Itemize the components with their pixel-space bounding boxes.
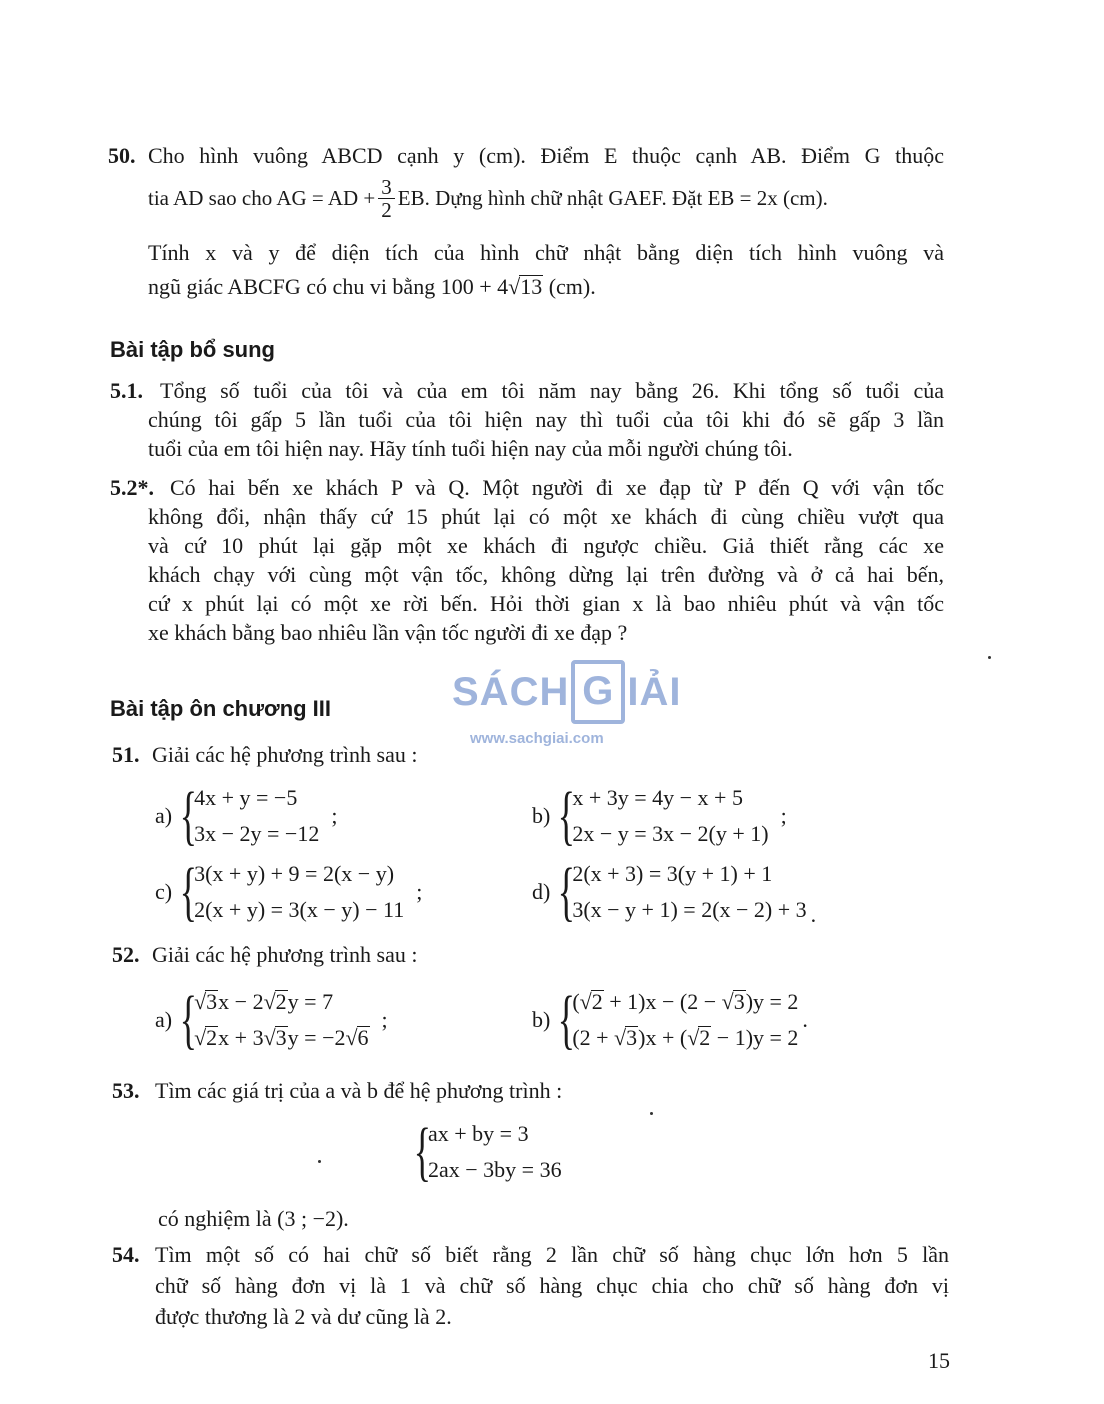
scan-speck — [318, 1160, 321, 1163]
problem-54-number: 54. — [112, 1242, 140, 1267]
system-label: a) — [155, 803, 173, 828]
equation-2: 3x − 2y = −12 — [194, 821, 320, 846]
scan-speck — [650, 1112, 653, 1115]
problem-50-line-2-a: tia AD sao cho AG = AD + — [148, 186, 376, 210]
system-51d — [532, 856, 816, 928]
problem-5-1-number: 5.1. — [110, 378, 143, 403]
problem-54-line-3: được thương là 2 và dư cũng là 2. — [155, 1304, 452, 1329]
problem-50-line-4-b: (cm). — [543, 274, 596, 299]
problem-52-number: 52. — [112, 942, 140, 967]
system-51b — [532, 780, 787, 852]
equation-1: ax + by = 3 — [428, 1121, 529, 1146]
separator: ; — [416, 879, 423, 904]
equation-2: √2x + 3√3y = −2√6 — [194, 1025, 369, 1050]
problem-50-line-3: Tính x và y để diện tích của hình chữ nhật bằng diện tích hình vuông và — [148, 240, 944, 265]
equation-1: √3x − 2√2y = 7 — [194, 989, 334, 1014]
left-brace: { — [557, 983, 576, 1056]
problem-5-1-line-2: chúng tôi gấp 5 lần tuổi của tôi hiện nay thì tuổi của tôi khi đó sẽ gấp 3 lần — [148, 407, 944, 432]
watermark-g-box: G — [571, 660, 625, 724]
system-label: c) — [155, 879, 173, 904]
system-52a — [155, 984, 388, 1056]
fraction-numerator: 3 — [378, 176, 395, 199]
problem-5-2-line-1: Có hai bến xe khách P và Q. Một người đi xe đạp từ P đến Q với vận tốc — [170, 475, 944, 500]
problem-50-line-2 — [148, 176, 828, 221]
problem-50-line-4: ngũ giác ABCFG có chu vi bằng 100 + 4√13 (cm). — [148, 274, 596, 299]
left-brace: { — [557, 779, 576, 852]
problem-50-line-4-a: ngũ giác ABCFG có chu vi bằng 100 + 4 — [148, 274, 509, 299]
section-heading-chapter-review: Bài tập ôn chương III — [110, 696, 332, 721]
problem-53-solution: có nghiệm là (3 ; −2). — [158, 1206, 349, 1231]
system-label: b) — [532, 1007, 551, 1032]
equation-1: (√2 + 1)x − (2 − √3)y = 2 — [572, 989, 799, 1014]
equation-2: (2 + √3)x + (√2 − 1)y = 2 — [572, 1025, 799, 1050]
section-heading-supplementary: Bài tập bổ sung — [110, 337, 275, 362]
system-51c — [155, 856, 422, 928]
left-brace: { — [179, 983, 198, 1056]
equation-1: 2(x + 3) = 3(y + 1) + 1 — [572, 861, 773, 886]
separator: ; — [331, 803, 338, 828]
problem-53-number: 53. — [112, 1078, 140, 1103]
problem-5-2-number: 5.2*. — [110, 475, 154, 500]
system-label: d) — [532, 879, 551, 904]
problem-54-line-2: chữ số hàng đơn vị là 1 và chữ số hàng chục chia cho chữ số hàng đơn vị — [155, 1273, 949, 1298]
left-brace: { — [557, 855, 576, 928]
left-brace: { — [413, 1115, 432, 1188]
problem-5-1-line-1: Tổng số tuổi của tôi và của em tôi năm nay bằng 26. Khi tổng số tuổi của — [160, 378, 944, 403]
problem-5-2-line-5: cứ x phút lại có một xe rời bến. Hỏi thời gian x là bao nhiêu phút và vận tốc — [148, 591, 944, 616]
sachgiai-watermark-logo — [452, 660, 681, 724]
equation-2: 2(x + y) = 3(x − y) − 11 — [194, 897, 405, 922]
equation-1: x + 3y = 4y − x + 5 — [572, 785, 743, 810]
problem-5-2-line-3: và cứ 10 phút lại gặp một xe khách đi ngược chiều. Giả thiết rằng các xe — [148, 533, 944, 558]
separator: ; — [780, 803, 787, 828]
problem-5-2-line-6: xe khách bằng bao nhiêu lần vận tốc người đi xe đạp ? — [148, 620, 628, 645]
problem-51-text: Giải các hệ phương trình sau : — [152, 742, 418, 767]
system-label: b) — [532, 803, 551, 828]
problem-5-1-line-3: tuổi của em tôi hiện nay. Hãy tính tuổi hiện nay của mỗi người chúng tôi. — [148, 436, 793, 461]
sqrt-13: 13 — [520, 274, 543, 299]
problem-50-number: 50. — [108, 143, 136, 168]
problem-51-number: 51. — [112, 742, 140, 767]
watermark-text-post: IẢI — [627, 669, 682, 714]
system-52b — [532, 984, 808, 1056]
left-brace: { — [179, 855, 198, 928]
watermark-text-pre: SÁCH — [452, 669, 570, 714]
fraction-3-2 — [378, 176, 395, 221]
watermark-url: www.sachgiai.com — [470, 730, 604, 747]
separator: . — [802, 1007, 808, 1032]
fraction-denominator: 2 — [381, 198, 392, 222]
separator: ; — [381, 1007, 388, 1032]
page-number: 15 — [928, 1348, 950, 1373]
scan-speck — [988, 656, 991, 659]
equation-1: 3(x + y) + 9 = 2(x − y) — [194, 861, 395, 886]
problem-50-line-1: Cho hình vuông ABCD cạnh y (cm). Điểm E thuộc cạnh AB. Điểm G thuộc — [148, 143, 944, 168]
separator: . — [810, 902, 817, 927]
equation-2: 3(x − y + 1) = 2(x − 2) + 3 — [572, 897, 807, 922]
problem-50-line-2-b: EB. Dựng hình chữ nhật GAEF. Đặt EB = 2x (cm). — [397, 186, 828, 210]
problem-5-2-line-4: khách chạy với cùng một vận tốc, không dừng lại trên đường và ở cả hai bến, — [148, 562, 944, 587]
problem-5-2-line-2: không đổi, nhận thấy cứ 15 phút lại có một xe khách đi cùng chiều vượt qua — [148, 504, 944, 529]
system-label: a) — [155, 1007, 173, 1032]
left-brace: { — [179, 779, 198, 852]
problem-52-text: Giải các hệ phương trình sau : — [152, 942, 418, 967]
equation-2: 2ax − 3by = 36 — [428, 1157, 562, 1182]
problem-54-line-1: Tìm một số có hai chữ số biết rằng 2 lần chữ số hàng chục lớn hơn 5 lần — [155, 1242, 949, 1267]
system-53 — [410, 1116, 562, 1188]
problem-53-text: Tìm các giá trị của a và b để hệ phương trình : — [155, 1078, 563, 1103]
equation-2: 2x − y = 3x − 2(y + 1) — [572, 821, 769, 846]
equation-1: 4x + y = −5 — [194, 785, 298, 810]
system-51a — [155, 780, 337, 852]
